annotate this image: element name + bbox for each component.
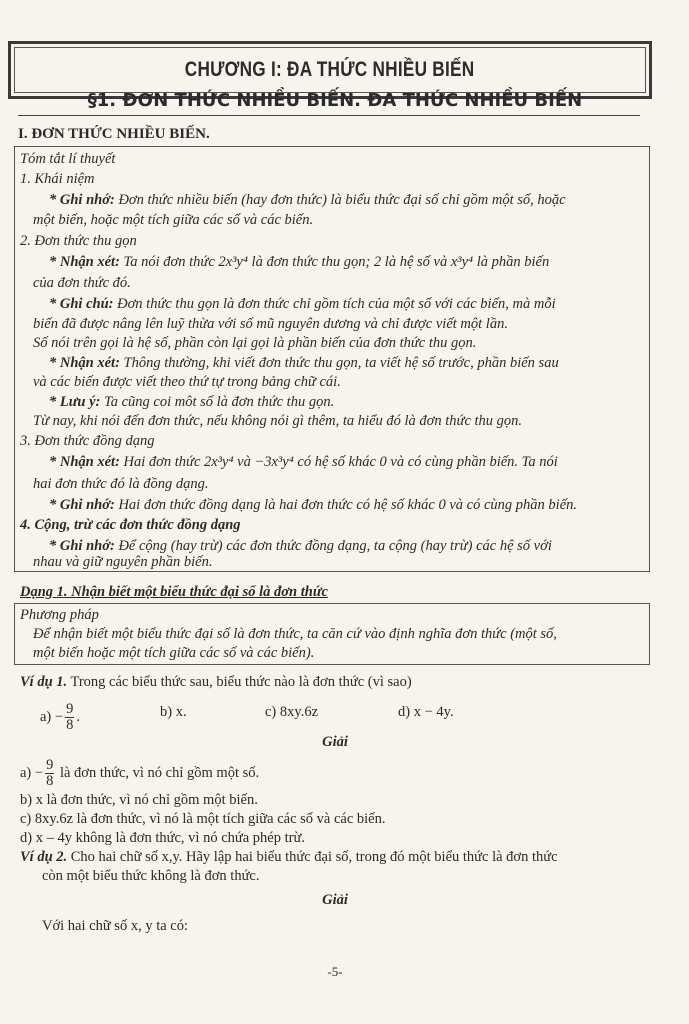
solution-d: d) x – 4y không là đơn thức, vì nó chứa phép trừ. bbox=[20, 830, 305, 846]
text: Cho hai chữ số x,y. Hãy lập hai biểu thức đại số, trong đó một biểu thức là đơn thức bbox=[67, 849, 558, 865]
paragraph bbox=[49, 536, 552, 556]
paragraph: Để nhận biết một biểu thức đại số là đơn thức, ta căn cứ vào định nghĩa đơn thức (một số, bbox=[33, 626, 557, 642]
label: * Nhận xét: bbox=[49, 254, 120, 270]
paragraph bbox=[49, 452, 558, 472]
text: Thông thường, khi viết đơn thức thu gọn, ta viết hệ số trước, phần biến sau bbox=[119, 355, 559, 371]
paragraph bbox=[49, 252, 549, 272]
paragraph: hai đơn thức đó là đồng dạng. bbox=[33, 476, 209, 492]
text: Trong các biểu thức sau, biểu thức nào là đơn thức (vì sao) bbox=[67, 674, 412, 690]
fraction bbox=[45, 758, 54, 789]
text: Ta nói đơn thức 2x³y⁴ là đơn thức thu gọn; 2 là hệ số và x³y⁴ là phần biến bbox=[119, 254, 550, 270]
example2-question bbox=[20, 847, 558, 867]
denominator: 8 bbox=[66, 717, 74, 733]
paragraph: biến đã được nâng lên luỹ thừa với số mũ nguyên dương và chỉ được viết một lần. bbox=[33, 316, 508, 332]
text: . bbox=[76, 708, 80, 725]
paragraph bbox=[49, 190, 566, 210]
example-label: Ví dụ 2. bbox=[20, 849, 68, 865]
text: Đơn thức nhiều biến (hay đơn thức) là biểu thức đại số chỉ gồm một số, hoặc bbox=[114, 192, 566, 208]
denominator: 8 bbox=[46, 773, 54, 789]
text: a) − bbox=[40, 708, 64, 725]
paragraph bbox=[49, 495, 577, 515]
text: a) − bbox=[20, 764, 44, 781]
example-label: Ví dụ 1. bbox=[20, 674, 68, 690]
paragraph: một biến hoặc một tích giữa các số và các biến). bbox=[33, 645, 315, 661]
solution-a bbox=[20, 758, 259, 789]
label: * Nhận xét: bbox=[49, 454, 120, 470]
paragraph: còn một biểu thức không là đơn thức. bbox=[42, 868, 260, 884]
paragraph: một biến, hoặc một tích giữa các số và các biến. bbox=[33, 212, 314, 228]
option-a bbox=[40, 702, 80, 733]
option-b: b) x. bbox=[160, 704, 187, 720]
label: * Lưu ý: bbox=[49, 394, 101, 410]
numerator: 9 bbox=[66, 701, 74, 717]
solution-heading: Giải bbox=[322, 892, 348, 908]
method-box bbox=[14, 603, 650, 665]
text: Hai đơn thức đồng dạng là hai đơn thức có hệ số khác 0 và có cùng phần biến. bbox=[114, 497, 577, 513]
paragraph bbox=[49, 294, 556, 314]
paragraph: Với hai chữ số x, y ta có: bbox=[42, 918, 188, 934]
chapter-title: CHƯƠNG I: ĐA THỨC NHIỀU BIẾN bbox=[185, 58, 475, 81]
solution-b: b) x là đơn thức, vì nó chỉ gồm một biến. bbox=[20, 792, 258, 808]
label: * Ghi chú: bbox=[49, 296, 114, 312]
paragraph: Từ nay, khi nói đến đơn thức, nếu không nói gì thêm, ta hiểu đó là đơn thức thu gọn. bbox=[33, 413, 523, 429]
subsection-heading: 2. Đơn thức thu gọn bbox=[20, 233, 137, 249]
solution-c: c) 8xy.6z là đơn thức, vì nó là một tích giữa các số và các biến. bbox=[20, 811, 386, 827]
paragraph: của đơn thức đó. bbox=[33, 275, 131, 291]
part-title: I. ĐƠN THỨC NHIỀU BIẾN. bbox=[18, 126, 210, 142]
subsection-heading: 3. Đơn thức đồng dạng bbox=[20, 433, 155, 449]
theory-summary-box bbox=[14, 146, 650, 572]
dang1-title: Dạng 1. Nhận biết một biểu thức đại số là đơn thức bbox=[20, 584, 328, 600]
fraction bbox=[65, 702, 74, 733]
label: * Ghi nhớ: bbox=[49, 192, 115, 208]
subsection-heading: 1. Khái niệm bbox=[20, 171, 95, 187]
text: Hai đơn thức 2x³y⁴ và −3x³y⁴ có hệ số khác 0 và có cùng phần biến. Ta nói bbox=[119, 454, 558, 470]
page-number: -5- bbox=[327, 964, 343, 979]
paragraph: Số nói trên gọi là hệ số, phần còn lại gọi là phần biến của đơn thức thu gọn. bbox=[33, 335, 477, 351]
theory-heading: Tóm tắt lí thuyết bbox=[20, 151, 116, 167]
example1-question bbox=[20, 672, 412, 692]
text: Đơn thức thu gọn là đơn thức chỉ gồm tích của một số với các biến, mà mỗi bbox=[113, 296, 556, 312]
label: * Ghi nhớ: bbox=[49, 538, 115, 554]
text: là đơn thức, vì nó chỉ gồm một số. bbox=[56, 764, 260, 781]
label: * Nhận xét: bbox=[49, 355, 120, 371]
text: Ta cũng coi môt số là đơn thức thu gọn. bbox=[100, 394, 335, 410]
paragraph bbox=[49, 392, 334, 412]
label: * Ghi nhớ: bbox=[49, 497, 115, 513]
paragraph bbox=[49, 353, 559, 373]
solution-heading: Giải bbox=[322, 734, 348, 750]
numerator: 9 bbox=[46, 757, 54, 773]
option-d: d) x − 4y. bbox=[398, 704, 454, 720]
text: Để cộng (hay trừ) các đơn thức đồng dạng, ta cộng (hay trừ) các hệ số với bbox=[114, 538, 552, 554]
method-heading: Phương pháp bbox=[20, 607, 99, 623]
option-c: c) 8xy.6z bbox=[265, 704, 319, 720]
subsection-heading: 4. Cộng, trừ các đơn thức đồng dạng bbox=[20, 517, 241, 533]
paragraph: và các biến được viết theo thứ tự trong bảng chữ cái. bbox=[33, 374, 341, 390]
section-title: §1. ĐƠN THỨC NHIỀU BIẾN. ĐA THỨC NHIỀU BIẾN bbox=[87, 90, 583, 111]
paragraph: nhau và giữ nguyên phần biến. bbox=[33, 554, 213, 570]
section-divider bbox=[18, 115, 640, 116]
